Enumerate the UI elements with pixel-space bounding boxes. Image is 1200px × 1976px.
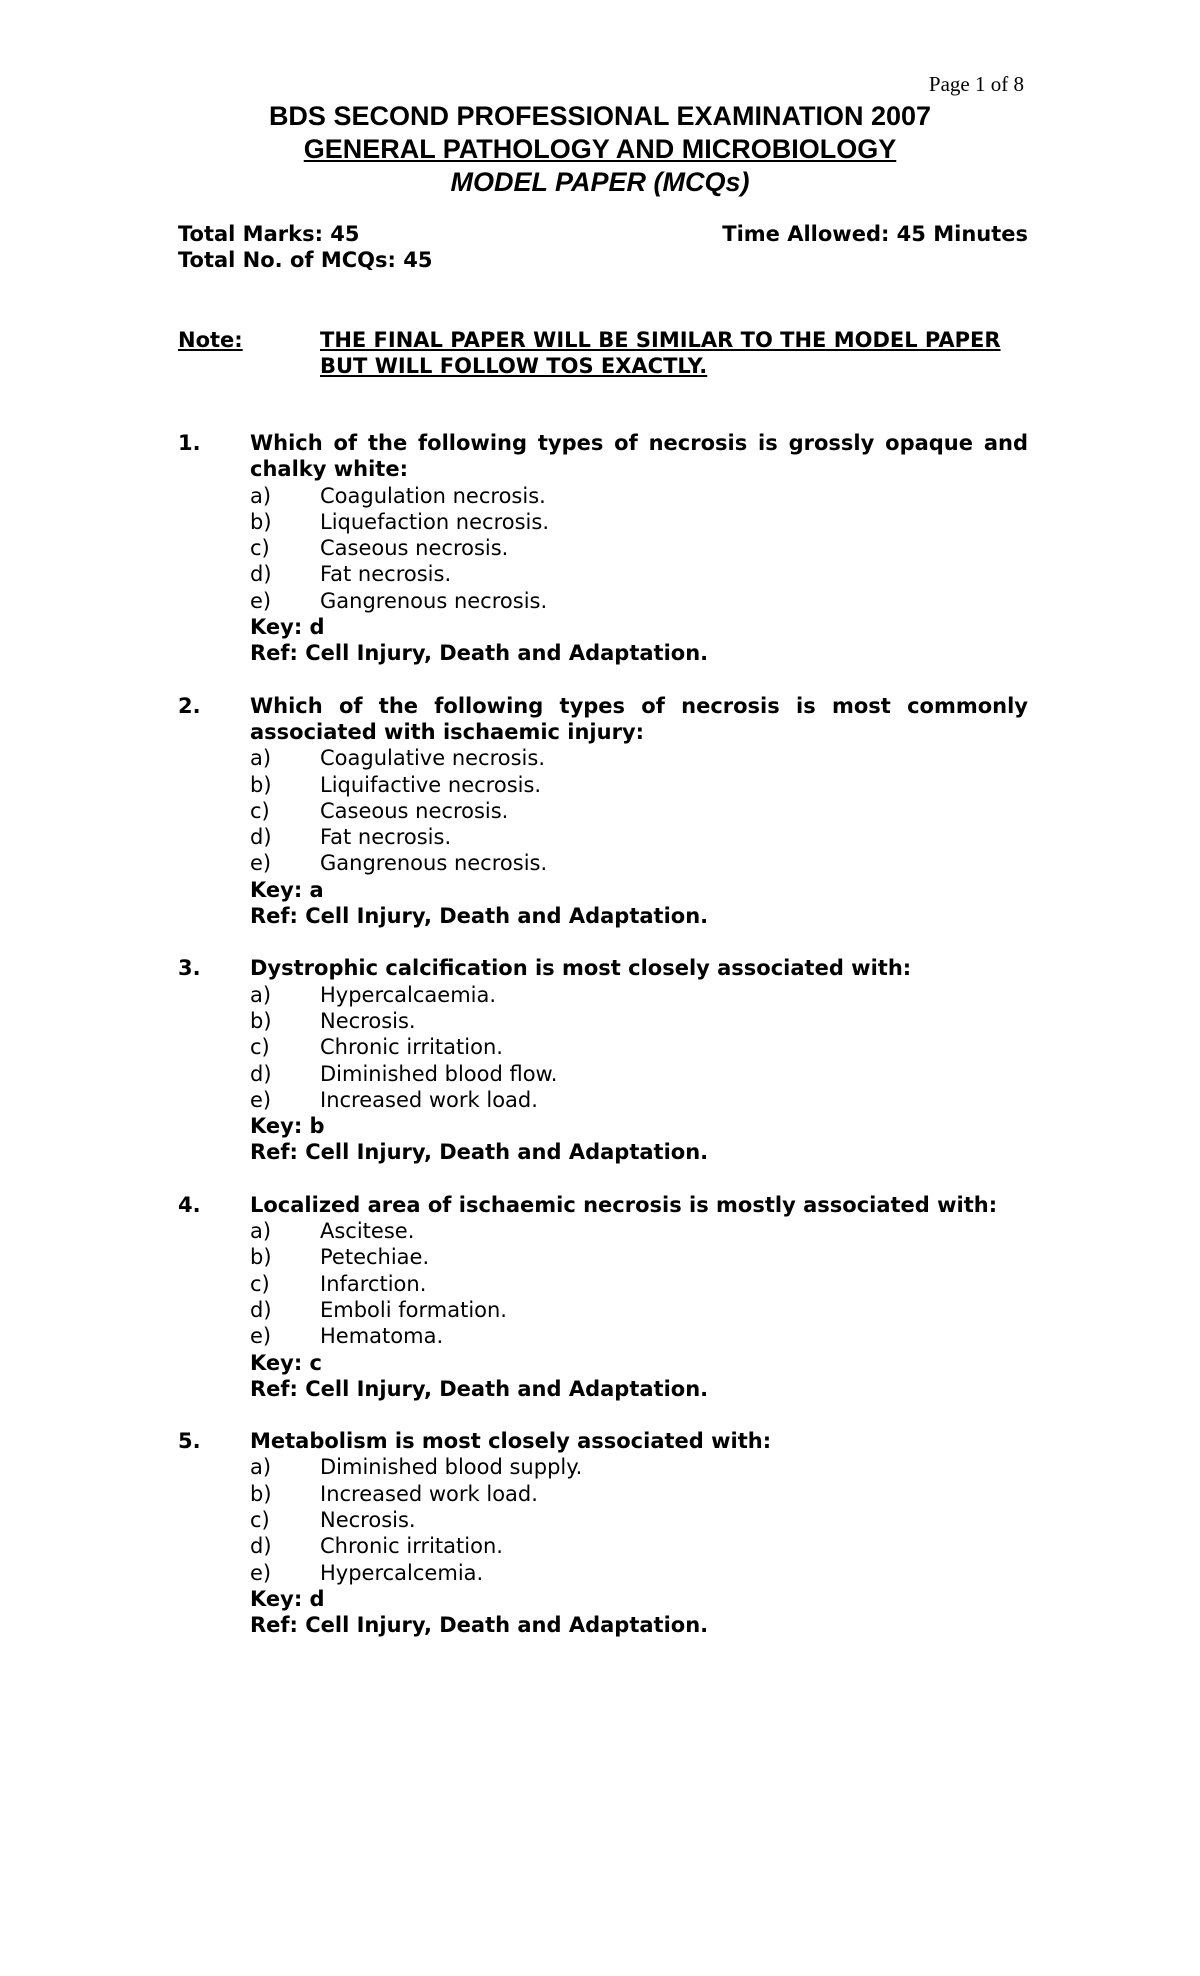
option-text: Fat necrosis.	[320, 562, 452, 587]
option-letter: a)	[250, 746, 272, 771]
option-text: Caseous necrosis.	[320, 536, 509, 561]
option-text: Gangrenous necrosis.	[320, 588, 548, 613]
option-text: Gangrenous necrosis.	[320, 851, 548, 876]
option-text: Increased work load.	[320, 1481, 538, 1506]
option-letter: c)	[250, 536, 270, 561]
answer-key: Key: d	[250, 615, 325, 640]
option-letter: a)	[250, 1455, 272, 1480]
question-list	[178, 430, 1028, 1664]
option-letter: c)	[250, 1035, 270, 1060]
answer-option	[250, 561, 1028, 587]
answer-option	[250, 588, 1028, 614]
option-letter: b)	[250, 1008, 272, 1033]
answer-option	[250, 1507, 1028, 1533]
option-letter: c)	[250, 798, 270, 823]
option-letter: d)	[250, 1297, 272, 1322]
exam-title-block	[0, 100, 1200, 199]
question-item	[178, 1428, 1028, 1638]
option-text: Fat necrosis.	[320, 825, 452, 850]
option-letter: b)	[250, 509, 272, 534]
option-text: Emboli formation.	[320, 1297, 507, 1322]
answer-key: Key: d	[250, 1586, 325, 1611]
option-letter: d)	[250, 825, 272, 850]
option-text: Liquifactive necrosis.	[320, 772, 542, 797]
option-text: Liquefaction necrosis.	[320, 509, 549, 534]
note-text: THE FINAL PAPER WILL BE SIMILAR TO THE MODEL PAPER BUT WILL FOLLOW TOS EXACTLY.	[320, 328, 1001, 378]
question-text: Metabolism is most closely associated with:	[250, 1429, 772, 1454]
subject-title: GENERAL PATHOLOGY AND MICROBIOLOGY	[303, 134, 897, 164]
reference: Ref: Cell Injury, Death and Adaptation.	[250, 641, 709, 666]
option-text: Hematoma.	[320, 1324, 444, 1349]
reference: Ref: Cell Injury, Death and Adaptation.	[250, 1613, 709, 1638]
option-letter: a)	[250, 483, 272, 508]
question-text: Dystrophic calcification is most closely associated with:	[250, 956, 912, 981]
option-letter: b)	[250, 1481, 272, 1506]
question-item	[178, 430, 1028, 667]
answer-option	[250, 1008, 1028, 1034]
answer-option	[250, 1034, 1028, 1060]
option-letter: e)	[250, 1087, 272, 1112]
answer-option	[250, 1087, 1028, 1113]
answer-option	[250, 1481, 1028, 1507]
question-number: 1.	[178, 431, 201, 455]
question-body	[250, 955, 1028, 1165]
answer-key: Key: a	[250, 877, 324, 902]
option-letter: a)	[250, 1219, 272, 1244]
answer-option	[250, 850, 1028, 876]
option-letter: d)	[250, 1061, 272, 1086]
question-body	[250, 1428, 1028, 1638]
answer-option	[250, 1297, 1028, 1323]
answer-option	[250, 772, 1028, 798]
answer-option	[250, 1218, 1028, 1244]
answer-option	[250, 1560, 1028, 1586]
question-number: 2.	[178, 693, 201, 718]
option-text: Hypercalcemia.	[320, 1560, 484, 1585]
note-label: Note:	[178, 328, 243, 352]
question-text: Localized area of ischaemic necrosis is mostly associated with:	[250, 1192, 998, 1217]
option-letter: e)	[250, 1560, 272, 1585]
option-text: Coagulative necrosis.	[320, 746, 546, 771]
question-text: Which of the following types of necrosis is most commonly associated with ischaemic injury:	[250, 693, 1028, 744]
answer-option	[250, 745, 1028, 771]
option-text: Increased work load.	[320, 1087, 538, 1112]
option-letter: b)	[250, 1245, 272, 1270]
option-letter: b)	[250, 772, 272, 797]
answer-option	[250, 535, 1028, 561]
answer-option	[250, 1454, 1028, 1480]
question-body	[250, 430, 1028, 667]
total-marks: Total Marks: 45	[178, 222, 360, 246]
option-letter: d)	[250, 1534, 272, 1559]
option-text: Chronic irritation.	[320, 1035, 503, 1060]
answer-option	[250, 509, 1028, 535]
option-text: Diminished blood supply.	[320, 1455, 583, 1480]
reference: Ref: Cell Injury, Death and Adaptation.	[250, 1140, 709, 1165]
option-text: Diminished blood flow.	[320, 1061, 558, 1086]
paper-type-title: MODEL PAPER (MCQs)	[450, 167, 750, 197]
question-item	[178, 693, 1028, 930]
answer-key: Key: b	[250, 1114, 325, 1139]
answer-option	[250, 1533, 1028, 1559]
exam-meta	[178, 221, 1028, 273]
note-block	[178, 327, 1028, 379]
option-text: Chronic irritation.	[320, 1534, 503, 1559]
question-number: 3.	[178, 956, 201, 981]
answer-option	[250, 483, 1028, 509]
answer-option	[250, 1061, 1028, 1087]
time-allowed: Time Allowed: 45 Minutes	[722, 222, 1028, 246]
answer-option	[250, 824, 1028, 850]
total-mcqs: Total No. of MCQs: 45	[178, 248, 433, 272]
option-letter: d)	[250, 562, 272, 587]
answer-option	[250, 1271, 1028, 1297]
answer-option	[250, 982, 1028, 1008]
answer-key: Key: c	[250, 1350, 322, 1375]
reference: Ref: Cell Injury, Death and Adaptation.	[250, 904, 709, 929]
answer-option	[250, 1244, 1028, 1270]
option-letter: e)	[250, 588, 272, 613]
question-item	[178, 1192, 1028, 1402]
option-text: Caseous necrosis.	[320, 798, 509, 823]
option-text: Necrosis.	[320, 1008, 416, 1033]
question-number: 5.	[178, 1429, 201, 1454]
exam-title: BDS SECOND PROFESSIONAL EXAMINATION 2007	[268, 101, 932, 131]
option-text: Ascitese.	[320, 1219, 415, 1244]
question-body	[250, 693, 1028, 930]
page-indicator: Page 1 of 8	[928, 72, 1024, 96]
option-letter: a)	[250, 982, 272, 1007]
option-letter: c)	[250, 1507, 270, 1532]
option-text: Necrosis.	[320, 1507, 416, 1532]
answer-option	[250, 1323, 1028, 1349]
question-text: Which of the following types of necrosis is grossly opaque and chalky white:	[250, 431, 1028, 482]
answer-option	[250, 798, 1028, 824]
option-text: Infarction.	[320, 1271, 427, 1296]
option-letter: e)	[250, 851, 272, 876]
option-text: Petechiae.	[320, 1245, 430, 1270]
question-body	[250, 1192, 1028, 1402]
option-text: Coagulation necrosis.	[320, 483, 546, 508]
question-number: 4.	[178, 1192, 201, 1217]
option-text: Hypercalcaemia.	[320, 982, 497, 1007]
reference: Ref: Cell Injury, Death and Adaptation.	[250, 1376, 709, 1401]
option-letter: e)	[250, 1324, 272, 1349]
option-letter: c)	[250, 1271, 270, 1296]
question-item	[178, 955, 1028, 1165]
